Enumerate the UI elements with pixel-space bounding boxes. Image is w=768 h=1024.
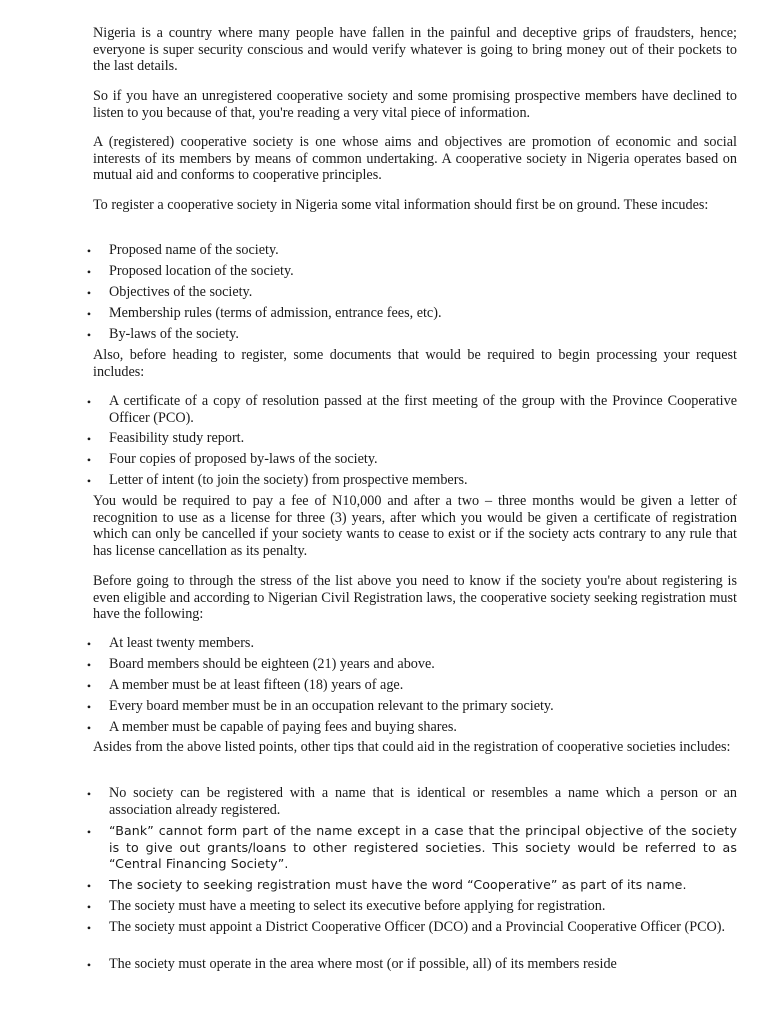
list-item-proposed-location: Proposed location of the society.	[109, 263, 294, 279]
bullet-icon: •	[86, 825, 92, 839]
list-item-operating-area: The society must operate in the area where most (or if possible, all) of its members reside	[109, 956, 617, 972]
bullet-icon: •	[86, 958, 92, 972]
list-item-four-copies: Four copies of proposed by-laws of the society.	[109, 451, 378, 467]
list-item-twenty-members: At least twenty members.	[109, 635, 254, 651]
bullet-icon: •	[86, 658, 92, 672]
list-item-by-laws: By-laws of the society.	[109, 326, 239, 342]
list-item-proposed-name: Proposed name of the society.	[109, 242, 279, 258]
paragraph-unregistered: So if you have an unregistered cooperative society and some promising prospective members have declined to listen to you because of that, you're reading a very vital piece of information.	[93, 88, 737, 121]
list-item-appoint-officers: The society must appoint a District Cooperative Officer (DCO) and a Provincial Cooperative Officer (PCO).	[109, 919, 726, 935]
bullet-icon: •	[86, 453, 92, 467]
list-item-cooperative-word: The society to seeking registration must have the word “Cooperative” as part of its name.	[109, 877, 687, 892]
list-item-certificate: A certificate of a copy of resolution passed at the first meeting of the group with the Province Cooperative Officer (PCO).	[109, 393, 737, 426]
list-item-membership-rules: Membership rules (terms of admission, entrance fees, etc).	[109, 305, 442, 321]
bullet-icon: •	[86, 721, 92, 735]
list-item-executive-meeting: The society must have a meeting to select its executive before applying for registration.	[109, 898, 606, 914]
list-item-objectives: Objectives of the society.	[109, 284, 253, 300]
list-item-member-age: A member must be at least fifteen (18) years of age.	[109, 677, 404, 693]
list-item-letter-of-intent: Letter of intent (to join the society) from prospective members.	[109, 472, 468, 488]
bullet-icon: •	[86, 265, 92, 279]
list-item-feasibility: Feasibility study report.	[109, 430, 245, 446]
bullet-icon: •	[86, 637, 92, 651]
list-item-board-age: Board members should be eighteen (21) years and above.	[109, 656, 435, 672]
list-item-occupation: Every board member must be in an occupation relevant to the primary society.	[109, 698, 554, 714]
bullet-icon: •	[86, 307, 92, 321]
paragraph-intro: Nigeria is a country where many people have fallen in the painful and deceptive grips of fraudsters, hence; everyone is super security conscious and would verify whatever is going to bring money out of their pockets to the last details.	[93, 25, 737, 75]
list-item-bank-rule: “Bank” cannot form part of the name except in a case that the principal objective of the society is to give out grants/loans to other registered societies. This society would be referred to as “Central Financing Society”.	[109, 823, 737, 872]
bullet-icon: •	[86, 286, 92, 300]
list-item-name-rule: No society can be registered with a name that is identical or resembles a name which a person or an association already registered.	[109, 785, 737, 818]
paragraph-definition: A (registered) cooperative society is one whose aims and objectives are promotion of economic and social interests of its members by means of common undertaking. A cooperative society in Nigeria operates based on mutual aid and conforms to cooperative principles.	[93, 134, 737, 184]
bullet-icon: •	[86, 679, 92, 693]
paragraph-fee: You would be required to pay a fee of N10,000 and after a two – three months would be given a letter of recognition to use as a license for three (3) years, after which you would be given a certificate of registration which can only be cancelled if your society wants to cease to exist or if the society acts contrary to any rule that has license cancellation as its penalty.	[93, 493, 737, 559]
bullet-icon: •	[86, 244, 92, 258]
bullet-icon: •	[86, 474, 92, 488]
bullet-icon: •	[86, 395, 92, 409]
paragraph-vital-info: To register a cooperative society in Nigeria some vital information should first be on ground. These incudes:	[93, 197, 709, 213]
list-item-paying-fees: A member must be capable of paying fees and buying shares.	[109, 719, 457, 735]
bullet-icon: •	[86, 900, 92, 914]
bullet-icon: •	[86, 432, 92, 446]
paragraph-tips: Asides from the above listed points, other tips that could aid in the registration of cooperative societies includes:	[93, 739, 731, 755]
paragraph-documents: Also, before heading to register, some documents that would be required to begin processing your request includes:	[93, 347, 737, 380]
bullet-icon: •	[86, 787, 92, 801]
bullet-icon: •	[86, 328, 92, 342]
paragraph-eligibility: Before going to through the stress of the list above you need to know if the society you're about registering is even eligible and according to Nigerian Civil Registration laws, the cooperative society seeking registration must have the following:	[93, 573, 737, 623]
bullet-icon: •	[86, 921, 92, 935]
bullet-icon: •	[86, 879, 92, 893]
bullet-icon: •	[86, 700, 92, 714]
